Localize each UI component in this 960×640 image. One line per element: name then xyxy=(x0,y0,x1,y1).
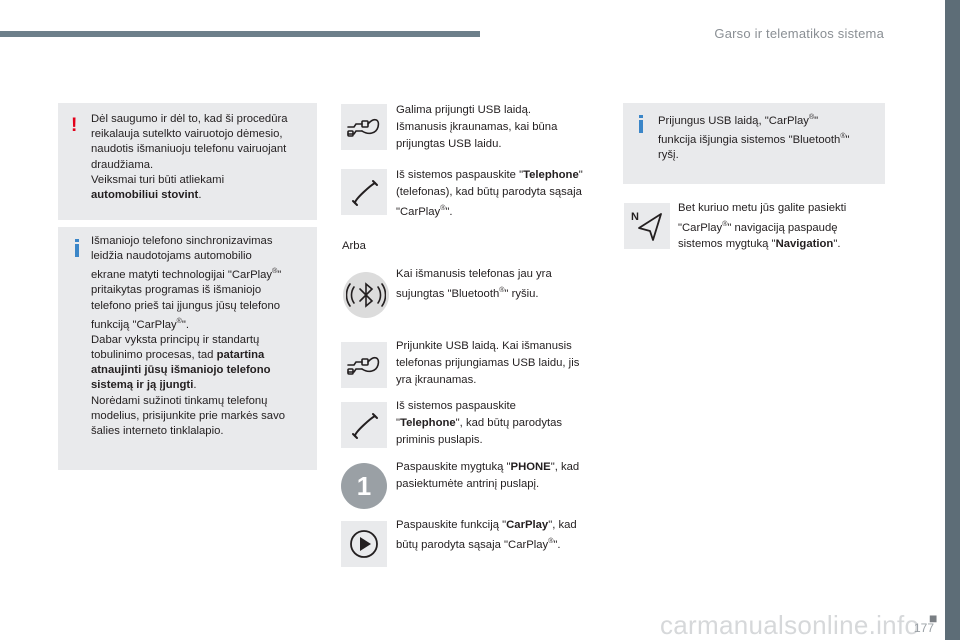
telephone-primary-step-text: Iš sistemos paspauskite "Telephone", kad būtų parodytas priminis puslapis. xyxy=(396,400,563,446)
page-marker: ■ xyxy=(929,610,938,626)
navigation-arrow-icon xyxy=(624,203,670,249)
telephone-step-text: Iš sistemos paspauskite "Telephone" (telefonas), kad būtų parodyta sąsaja "CarPlay®". xyxy=(396,169,583,218)
step-number-badge xyxy=(341,463,387,509)
warning-exclamation-icon: ! xyxy=(71,115,78,136)
info-usb-text: Prijungus USB laidą, "CarPlay®" funkcija išjungia sistemos "Bluetooth®" ryšį. xyxy=(658,114,850,161)
usb-cable-icon xyxy=(341,104,387,150)
step-number: 1 xyxy=(356,470,372,501)
svg-text:N: N xyxy=(631,211,639,223)
info-text: Išmaniojo telefono sinchronizavimas leidžia naudotojams automobilio ekrane matyti technologijai "CarPlay®" pritaikytas programas iš išmaniojo telefono prieš tai įjungus jūsų telefono funkciją "CarPlay®". Dabar vyksta principų ir standartų tobulinimo procesas, tad patartina atnaujinti jūsų išmaniojo telefono sistemą ir ją įjungti. Norėdami sužinoti tinkamų telefonų modelius, prisijunkite prie markės savo šalies interneto tinklalapio. xyxy=(91,235,286,437)
usb-connect-step-text: Prijunkite USB laidą. Kai išmanusis telefonas prijungiamas USB laidu, jis yra įkraunamas. xyxy=(396,340,580,386)
navigation-step-text: Bet kuriuo metu jūs galite pasiekti "CarPlay®" navigaciją paspaudę sistemos mygtuką "Navigation". xyxy=(678,202,847,251)
info-icon xyxy=(639,115,643,133)
phone-handset-icon xyxy=(341,169,387,215)
info-note-carplay xyxy=(58,227,317,470)
phone-button-step-text: Paspauskite mygtuką "PHONE", kad pasiektumėte antrinį puslapį. xyxy=(396,461,580,490)
bluetooth-icon xyxy=(343,272,389,318)
warning-text: Dėl saugumo ir dėl to, kad ši procedūra reikalauja sutelkto vairuotojo dėmesio, naudotis išmaniuoju telefonu vairuojant draudžiama. Veiksmai turi būti atliekami automobiliui stovint. xyxy=(91,113,288,202)
or-separator: Arba xyxy=(342,240,366,252)
info-note-usb-bluetooth xyxy=(623,103,885,184)
side-tab-strip xyxy=(945,0,960,640)
warning-note xyxy=(58,103,317,220)
chapter-title: Garso ir telematikos sistema xyxy=(714,26,884,41)
phone-handset-icon xyxy=(341,402,387,448)
watermark: carmanualsonline.info xyxy=(660,610,920,640)
info-icon xyxy=(75,239,79,257)
carplay-play-icon xyxy=(341,521,387,567)
carplay-step-text: Paspauskite funkciją "CarPlay", kad būtų parodyta sąsaja "CarPlay®". xyxy=(396,519,577,551)
usb-cable-icon xyxy=(341,342,387,388)
page-number: 177 xyxy=(914,621,935,635)
header-rule xyxy=(0,31,480,37)
usb-step-text: Galima prijungti USB laidą. Išmanusis įkraunamas, kai būna prijungtas USB laidu. xyxy=(396,104,558,150)
bluetooth-step-text: Kai išmanusis telefonas jau yra sujungtas "Bluetooth®" ryšiu. xyxy=(396,268,552,300)
